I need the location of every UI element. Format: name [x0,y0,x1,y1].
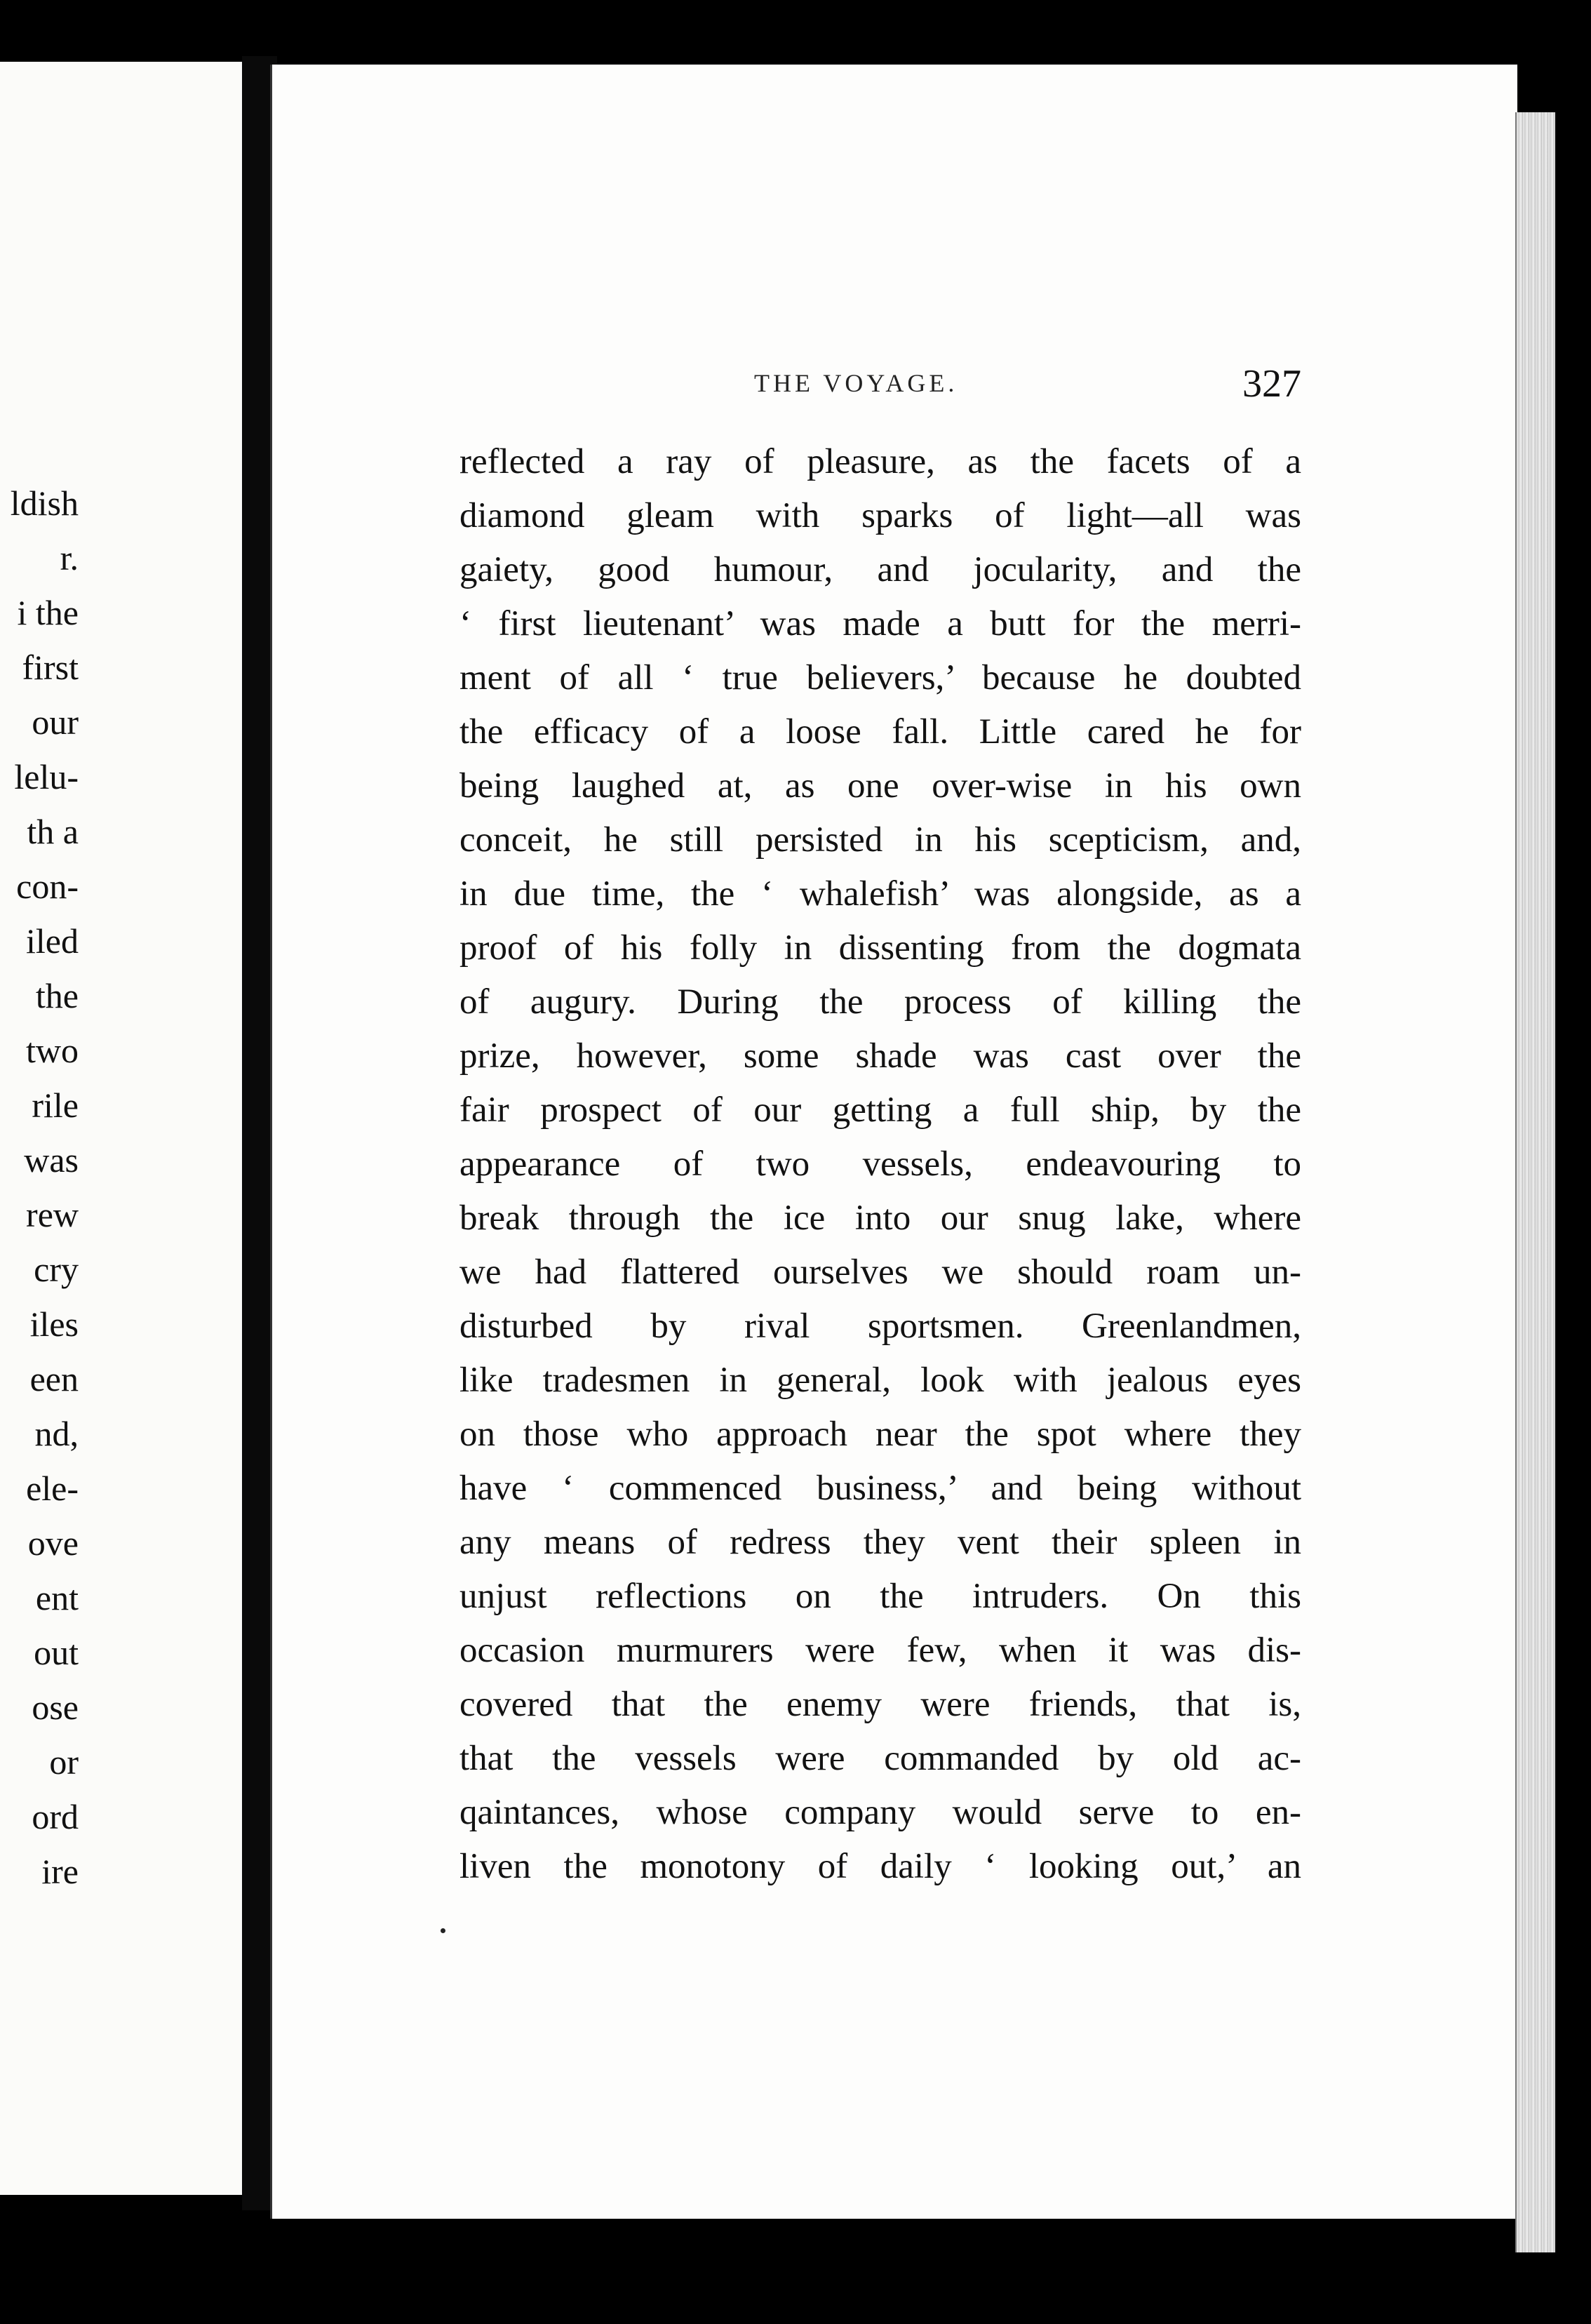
page-header [754,361,1301,418]
text-line: liven the monotony of daily ‘ looking out,’ an [459,1847,1301,1886]
previous-page-text [0,476,79,1899]
text-line: unjust reflections on the intruders. On this [459,1577,1301,1616]
previous-page-line: ldish [10,483,79,523]
previous-page-line: was [24,1140,79,1180]
text-line: any means of redress they vent their spleen in [459,1523,1301,1562]
text-line: proof of his folly in dissenting from the dogmata [459,928,1301,968]
previous-page-line: iled [26,921,79,961]
previous-page-line: out [34,1633,79,1672]
text-line: being laughed at, as one over-wise in his own [459,766,1301,806]
text-line: that the vessels were commanded by old ac- [459,1739,1301,1778]
previous-page [0,62,246,2195]
running-head: THE VOYAGE. [754,369,958,397]
text-line: have ‘ commenced business,’ and being without [459,1469,1301,1508]
text-line: we had flattered ourselves we should roam un- [459,1253,1301,1292]
previous-page-line: ord [32,1797,79,1836]
text-line: qaintances, whose company would serve to en- [459,1793,1301,1832]
text-line: like tradesmen in general, look with jealous eyes [459,1361,1301,1400]
previous-page-line: een [29,1359,79,1398]
text-line: fair prospect of our getting a full ship, by the [459,1090,1301,1130]
previous-page-line: ire [41,1852,79,1891]
previous-page-line: rew [26,1195,79,1234]
text-line: reflected a ray of pleasure, as the facets of a [459,442,1301,481]
text-line: of augury. During the process of killing the [459,982,1301,1022]
text-line: ment of all ‘ true believers,’ because he doubted [459,658,1301,697]
previous-page-line: th a [27,812,79,851]
text-line: break through the ice into our snug lake, where [459,1198,1301,1238]
previous-page-line: r. [60,538,79,577]
text-line: conceit, he still persisted in his scepticism, and, [459,820,1301,860]
previous-page-line: our [32,702,79,742]
page-number: 327 [1242,362,1301,406]
text-line: covered that the enemy were friends, that is, [459,1685,1301,1724]
previous-page-line: nd, [34,1414,79,1453]
text-line: the efficacy of a loose fall. Little cared he for [459,712,1301,752]
previous-page-line: i the [17,593,79,632]
text-line: ‘ first lieutenant’ was made a butt for the merri- [459,604,1301,643]
text-line: appearance of two vessels, endeavouring to [459,1144,1301,1184]
text-line: in due time, the ‘ whalefish’ was alongside, as a [459,874,1301,914]
previous-page-line: ent [35,1578,79,1617]
ink-speck [441,1928,445,1933]
previous-page-line: or [49,1742,79,1782]
previous-page-line: ele- [26,1469,79,1508]
previous-page-line: the [35,976,79,1015]
previous-page-line: cry [34,1250,79,1289]
previous-page-line: ove [27,1523,79,1563]
previous-page-line: con- [16,867,79,906]
previous-page-line: two [26,1031,79,1070]
text-line: on those who approach near the spot where they [459,1415,1301,1454]
text-line: occasion murmurers were few, when it was dis- [459,1631,1301,1670]
previous-page-line: lelu- [14,757,79,796]
previous-page-line: ose [32,1688,79,1727]
previous-page-line: rile [32,1086,79,1125]
previous-page-line: first [22,648,79,687]
text-line: gaiety, good humour, and jocularity, and the [459,550,1301,589]
text-line: disturbed by rival sportsmen. Greenlandmen, [459,1307,1301,1346]
body-text [459,435,1301,1894]
text-line: prize, however, some shade was cast over the [459,1036,1301,1076]
text-line: diamond gleam with sparks of light—all was [459,496,1301,535]
previous-page-line: iles [29,1304,79,1344]
page-edge [1515,112,1555,2252]
